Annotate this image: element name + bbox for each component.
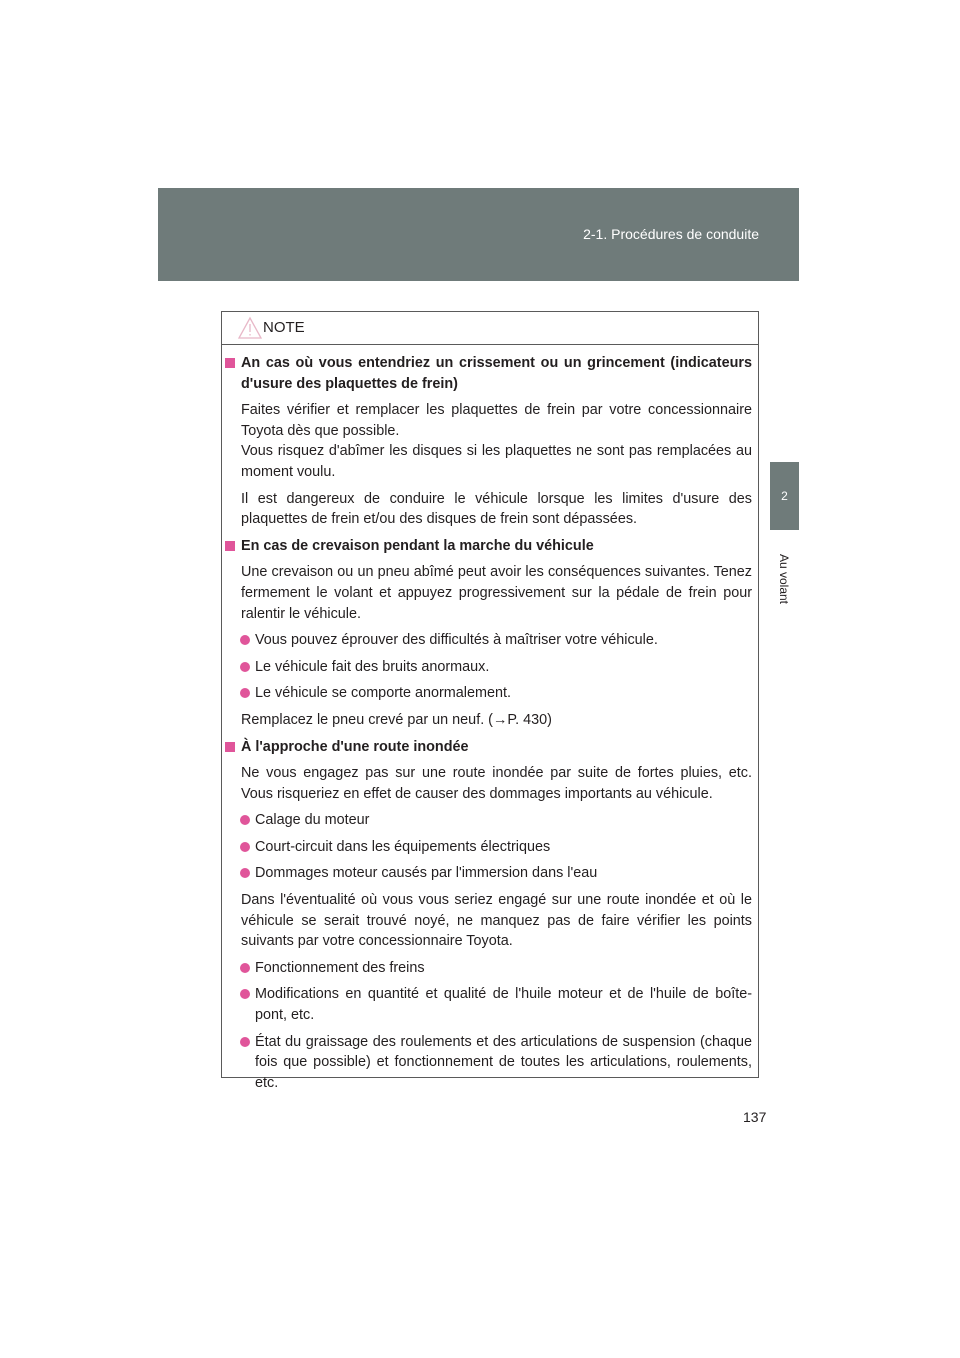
- circle-bullet-icon: [240, 842, 250, 852]
- list-item-text: Modifications en quantité et qualité de l'huile moteur et de l'huile de boîte-pont, etc.: [255, 986, 752, 1024]
- note-label: NOTE: [263, 319, 305, 336]
- chapter-tab: [770, 462, 799, 530]
- circle-bullet-icon: [240, 989, 250, 999]
- circle-bullet-icon: [240, 635, 250, 645]
- page-number: 137: [743, 1109, 767, 1125]
- list-item: [225, 657, 752, 678]
- section-heading: [225, 737, 752, 758]
- list-item-text: Le véhicule se comporte anormalement.: [255, 685, 511, 702]
- square-bullet-icon: [225, 358, 235, 368]
- circle-bullet-icon: [240, 815, 250, 825]
- list-item-text: Fonctionnement des freins: [255, 959, 425, 976]
- list-item: [225, 683, 752, 704]
- note-header: [222, 312, 758, 345]
- circle-bullet-icon: [240, 662, 250, 672]
- note-body: [222, 344, 758, 1099]
- list-item: [225, 810, 752, 831]
- square-bullet-icon: [225, 742, 235, 752]
- section-heading-text: En cas de crevaison pendant la marche du véhicule: [241, 537, 594, 554]
- header-band: [158, 188, 799, 281]
- section-heading-text: An cas où vous entendriez un crissement ou un grincement (indicateurs d'usure des plaquettes de frein): [241, 355, 752, 392]
- paragraph-line: Vous risquez d'abîmer les disques si les plaquettes ne sont pas remplacées au moment voulu.: [241, 443, 752, 480]
- square-bullet-icon: [225, 541, 235, 551]
- list-item-text: État du graissage des roulements et des articulations de suspension (chaque fois que possible) et fonctionnement de toutes les articulations, roulements, etc.: [255, 1033, 752, 1091]
- list-item-text: Dommages moteur causés par l'immersion dans l'eau: [255, 865, 598, 882]
- warning-triangle-icon: [237, 316, 263, 340]
- paragraph: Une crevaison ou un pneu abîmé peut avoir les conséquences suivantes. Tenez fermement le volant et appuyez progressivement sur la pédale de frein pour ralentir le véhicule.: [241, 564, 752, 622]
- list-item: [225, 630, 752, 651]
- circle-bullet-icon: [240, 868, 250, 878]
- list-item: [225, 958, 752, 979]
- list-item: [225, 837, 752, 858]
- list-item: [225, 984, 752, 1025]
- section-heading: [225, 353, 752, 394]
- note-box: [221, 311, 759, 1091]
- list-item-text: Le véhicule fait des bruits anormaux.: [255, 658, 490, 675]
- list-item-text: Court-circuit dans les équipements électriques: [255, 838, 551, 855]
- chapter-label: Au volant: [777, 553, 791, 605]
- list-item-text: Calage du moteur: [255, 812, 370, 829]
- chapter-number: 2: [781, 489, 788, 503]
- paragraph: Remplacez le pneu crevé par un neuf. (→P. 430): [241, 711, 552, 728]
- circle-bullet-icon: [240, 963, 250, 973]
- paragraph: Dans l'éventualité où vous vous seriez engagé sur une route inondée et où le véhicule se serait trouvé noyé, ne manquez pas de faire vérifier les points suivants par votre concessionnaire Toyota.: [241, 892, 752, 950]
- circle-bullet-icon: [240, 688, 250, 698]
- section-title: 2-1. Procédures de conduite: [583, 226, 759, 242]
- list-item: [225, 863, 752, 884]
- paragraph: [225, 400, 752, 482]
- list-item-text: Vous pouvez éprouver des difficultés à maîtriser votre véhicule.: [255, 632, 658, 649]
- list-item: [225, 1032, 752, 1094]
- section-heading: [225, 536, 752, 557]
- circle-bullet-icon: [240, 1037, 250, 1047]
- paragraph: Il est dangereux de conduire le véhicule lorsque les limites d'usure des plaquettes de frein et/ou des disques de frein sont dépassées.: [241, 490, 752, 528]
- paragraph: Ne vous engagez pas sur une route inondée par suite de fortes pluies, etc. Vous risqueriez en effet de causer des dommages importants au véhicule.: [241, 765, 752, 802]
- section-heading-text: À l'approche d'une route inondée: [241, 738, 469, 755]
- paragraph-line: Faites vérifier et remplacer les plaquettes de frein par votre concessionnaire Toyota dès que possible.: [241, 402, 752, 439]
